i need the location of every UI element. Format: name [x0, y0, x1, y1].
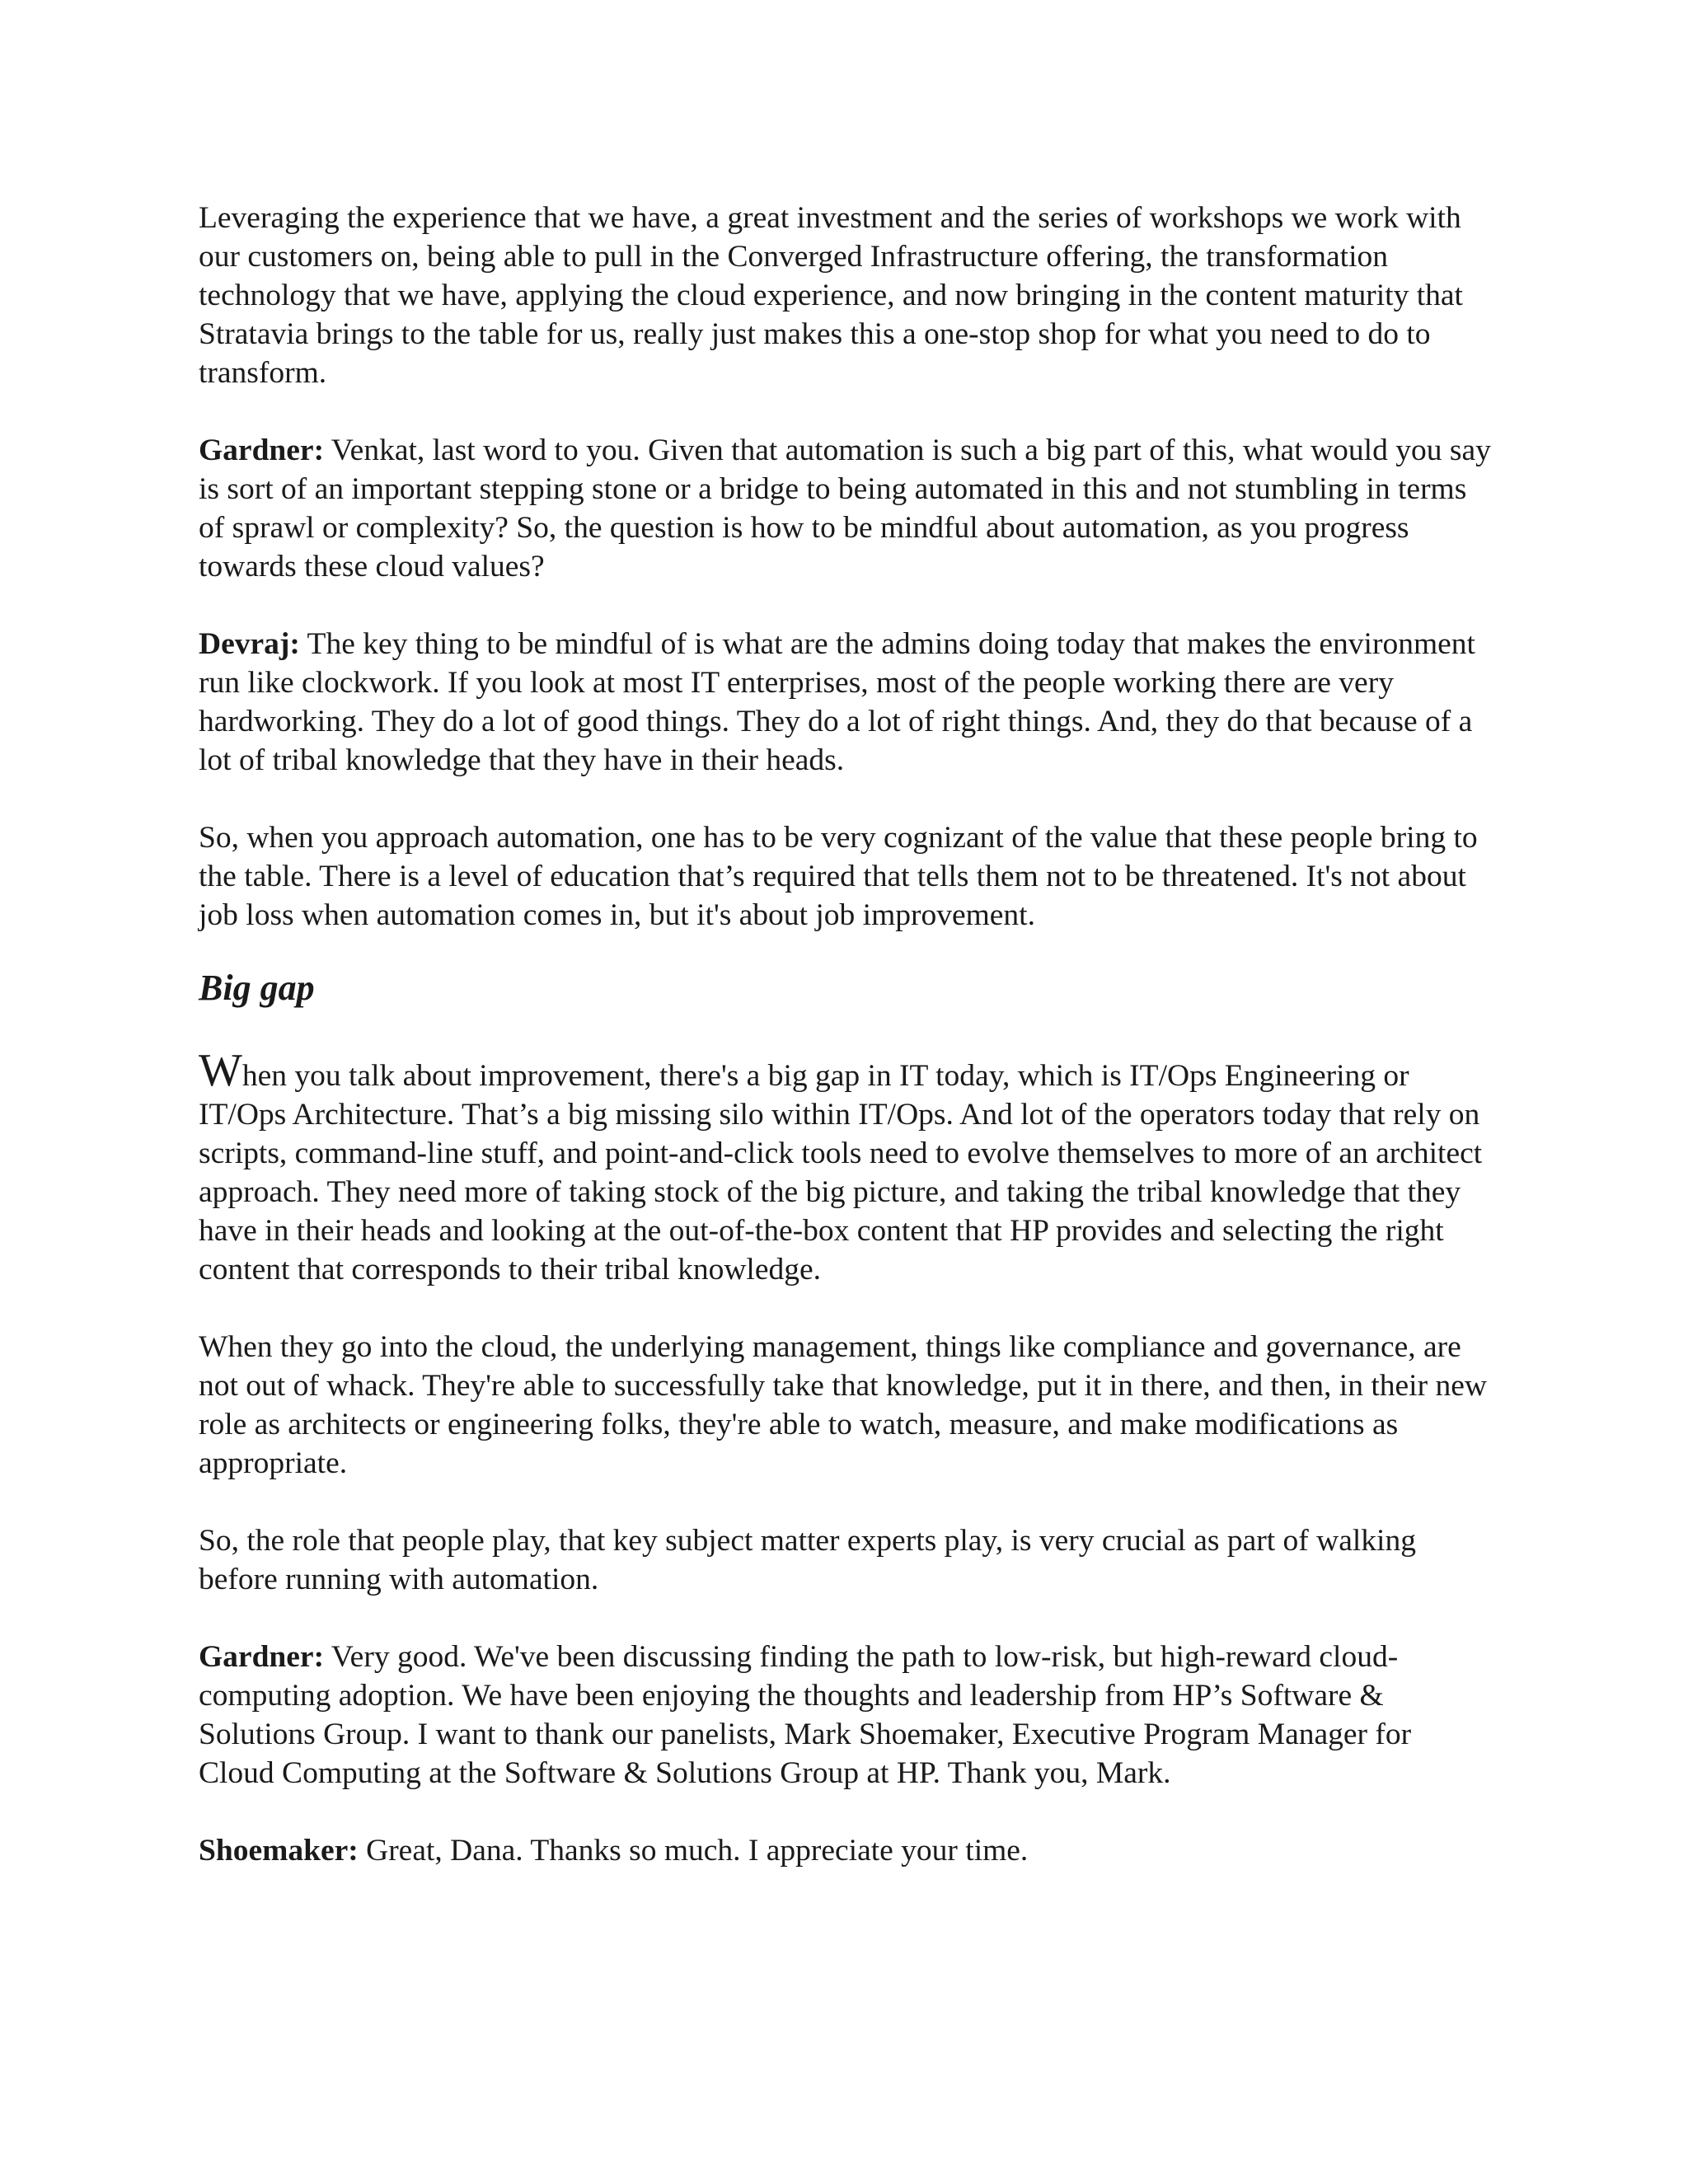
speaker-text: The key thing to be mindful of is what are the admins doing today that makes the environment run like clockwork. If you look at most IT enterprises, most of the people working there are very hardworking. They do a lot of good things. They do a lot of right things. And, they do that because of a lot of tribal knowledge that they have in their heads.: [199, 627, 1475, 777]
paragraph: When they go into the cloud, the underlying management, things like compliance and governance, are not out of whack. They're able to successfully take that knowledge, put it in there, and then, in their new role as architects or engineering folks, they're able to watch, measure, and make modifications as appropriate.: [199, 1330, 1487, 1480]
paragraph: [199, 1831, 1493, 1870]
paragraph: [199, 625, 1493, 780]
drop-cap: W: [199, 1045, 242, 1096]
paragraph: So, the role that people play, that key subject matter experts play, is very crucial as part of walking before running with automation.: [199, 1524, 1416, 1596]
paragraph: So, when you approach automation, one has to be very cognizant of the value that these people bring to the table. There is a level of education that’s required that tells them not to be threatened. It's not about job loss when automation comes in, but it's about job improvement.: [199, 821, 1478, 932]
speaker-name: Gardner:: [199, 434, 325, 467]
paragraph: [199, 431, 1493, 586]
paragraph: [199, 1045, 1493, 1289]
speaker-name: Devraj:: [199, 627, 300, 661]
section-heading: Big gap: [199, 968, 315, 1008]
document-body: [199, 199, 1493, 1909]
speaker-text: Great, Dana. Thanks so much. I appreciate your time.: [358, 1834, 1029, 1868]
speaker-text: Very good. We've been discussing finding the path to low-risk, but high-reward cloud-computing adoption. We have been enjoying the thoughts and leadership from HP’s Software & Solutions Group. I want to thank our panelists, Mark Shoemaker, Executive Program Manager for Cloud Computing at the Software & Solutions Group at HP. Thank you, Mark.: [199, 1640, 1412, 1790]
speaker-name: Shoemaker:: [199, 1834, 359, 1868]
paragraph: [199, 1638, 1493, 1793]
speaker-text: Venkat, last word to you. Given that automation is such a big part of this, what would you say is sort of an important stepping stone or a bridge to being automated in this and not stumbling in terms of sprawl or complexity? So, the question is how to be mindful about automation, as you progress towards these cloud values?: [199, 434, 1491, 583]
paragraph-text: hen you talk about improvement, there's a big gap in IT today, which is IT/Ops Engineering or IT/Ops Architecture. That’s a big missing silo within IT/Ops. And lot of the operators today that rely on scripts, command-line stuff, and point-and-click tools need to evolve themselves to more of an architect approach. They need more of taking stock of the big picture, and taking the tribal knowledge that they have in their heads and looking at the out-of-the-box content that HP provides and selecting the right content that corresponds to their tribal knowledge.: [199, 1059, 1483, 1286]
paragraph: Leveraging the experience that we have, a great investment and the series of workshops we work with our customers on, being able to pull in the Converged Infrastructure offering, the transformation technology that we have, applying the cloud experience, and now bringing in the content maturity that Stratavia brings to the table for us, really just makes this a one-stop shop for what you need to do to transform.: [199, 201, 1463, 390]
speaker-name: Gardner:: [199, 1640, 325, 1674]
